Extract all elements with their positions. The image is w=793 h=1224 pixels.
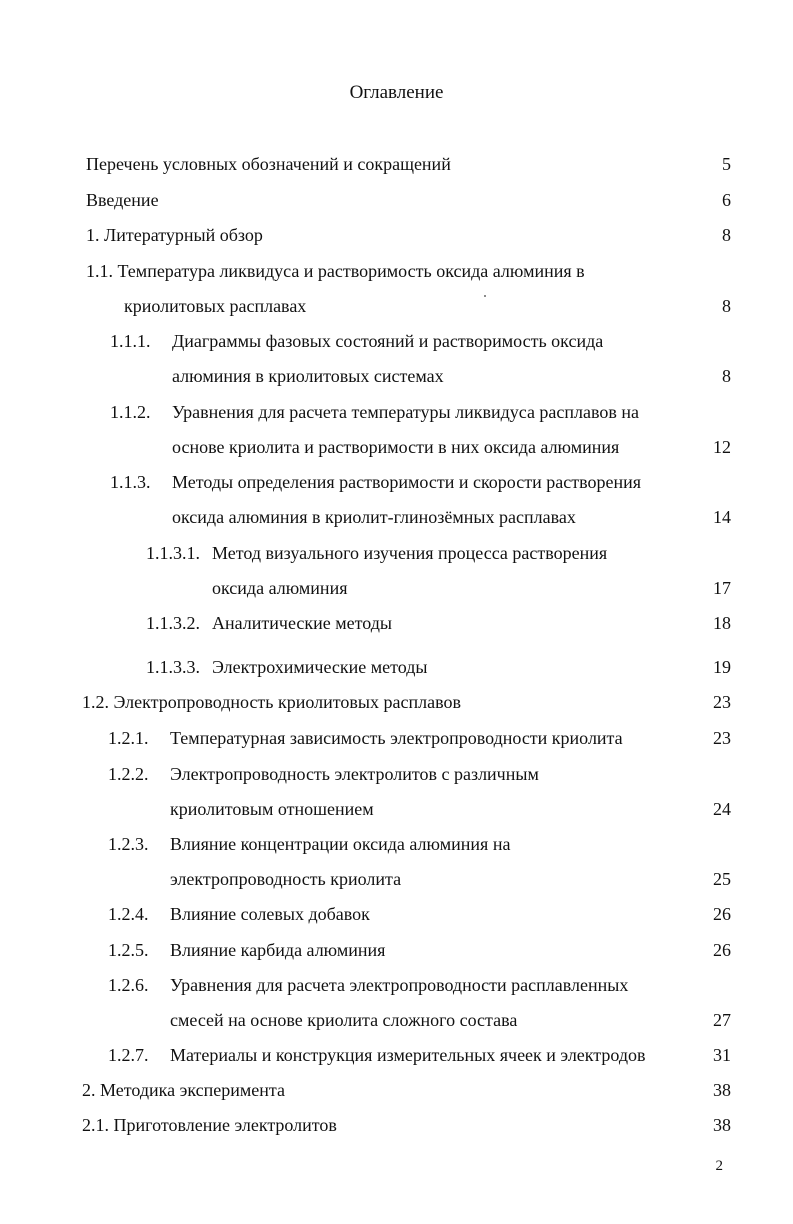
toc-entry-number: 1.2.3. [108, 834, 149, 854]
toc-entry-title: 1. Литературный обзор [86, 225, 263, 245]
toc-entry-page: 25 [713, 869, 731, 889]
toc-entry [0, 364, 793, 388]
toc-entry [0, 470, 793, 494]
toc-entry [0, 867, 793, 891]
toc-entry-title: оксида алюминия в криолит-глинозёмных расплавах [172, 507, 576, 527]
toc-entry [0, 152, 793, 176]
toc-entry-title: Электрохимические методы [212, 657, 428, 677]
toc-entry [0, 690, 793, 714]
toc-entry [0, 576, 793, 600]
toc-entry-page: 8 [722, 225, 731, 245]
toc-entry-page: 5 [722, 154, 731, 174]
toc-entry-page: 27 [713, 1010, 731, 1030]
toc-entry-title: 2. Методика эксперимента [82, 1080, 285, 1100]
page-number: 2 [715, 1158, 723, 1174]
toc-entry-title: Электропроводность электролитов с различным [170, 764, 539, 784]
toc-entry [0, 902, 793, 926]
toc-entry [0, 832, 793, 856]
toc-entry-title: криолитовым отношением [170, 799, 374, 819]
toc-title: Оглавление [349, 82, 444, 103]
toc-entry [0, 294, 793, 318]
toc-entry-title: алюминия в криолитовых системах [172, 366, 444, 386]
toc-entry [0, 435, 793, 459]
toc-entry [0, 1043, 793, 1067]
toc-entry-title: Влияние концентрации оксида алюминия на [170, 834, 511, 854]
toc-entry-number: 1.1.3.2. [146, 613, 200, 633]
toc-entry [0, 797, 793, 821]
toc-entry-title: Влияние карбида алюминия [170, 940, 386, 960]
toc-entry-page: 18 [713, 613, 731, 633]
toc-entry [0, 611, 793, 635]
toc-entry-page: 19 [713, 657, 731, 677]
toc-entry-number: 1.1.2. [110, 402, 151, 422]
toc-entry [0, 505, 793, 529]
toc-entry [0, 655, 793, 679]
toc-entry [0, 329, 793, 353]
toc-entry-title: Материалы и конструкция измерительных ячеек и электродов [170, 1045, 646, 1065]
toc-entry-title: Методы определения растворимости и скорости растворения [172, 472, 641, 492]
toc-entry-page: 31 [713, 1045, 731, 1065]
toc-entry-number: 1.1.1. [110, 331, 151, 351]
toc-entry-number: 1.2.6. [108, 975, 149, 995]
toc-entry-page: 26 [713, 904, 731, 924]
toc-entry-title: Уравнения для расчета температуры ликвидуса расплавов на [172, 402, 640, 422]
toc-entry-page: 23 [713, 692, 731, 712]
toc-entry-number: 1.2.7. [108, 1045, 149, 1065]
toc-entry [0, 973, 793, 997]
toc-entry-page: 17 [713, 578, 731, 598]
toc-entry-page: 8 [722, 296, 731, 316]
toc-entry-title: смесей на основе криолита сложного состава [170, 1010, 518, 1030]
toc-entry-title: 1.1. Температура ликвидуса и растворимость оксида алюминия в [86, 261, 585, 281]
toc-entry-title: основе криолита и растворимости в них оксида алюминия [172, 437, 620, 457]
toc-entry-title: криолитовых расплавах [124, 296, 307, 316]
toc-entry-title: Аналитические методы [212, 613, 392, 633]
toc-entry-title: 1.2. Электропроводность криолитовых расплавов [82, 692, 461, 712]
toc-entry-number: 1.2.1. [108, 728, 149, 748]
toc-entry-title: Диаграммы фазовых состояний и растворимость оксида [172, 331, 604, 351]
toc-entry-title: Введение [86, 190, 159, 210]
toc-entry [0, 1008, 793, 1032]
toc-entry [0, 188, 793, 212]
toc-entry-number: 1.1.3.3. [146, 657, 200, 677]
toc-entry-page: 8 [722, 366, 731, 386]
toc-entry [0, 400, 793, 424]
toc-entry [0, 938, 793, 962]
toc-entry-title: Уравнения для расчета электропроводности расплавленных [170, 975, 629, 995]
toc-entry-title: оксида алюминия [212, 578, 348, 598]
toc-entry-title: Перечень условных обозначений и сокращений [86, 154, 451, 174]
toc-entry-title: Влияние солевых добавок [170, 904, 370, 924]
toc-entry-number: 1.2.4. [108, 904, 149, 924]
toc-entry-number: 1.1.3. [110, 472, 151, 492]
toc-entry-number: 1.1.3.1. [146, 543, 200, 563]
toc-entry [0, 1078, 793, 1102]
toc-entry-page: 24 [713, 799, 731, 819]
toc-entry-page: 6 [722, 190, 731, 210]
toc-entry-page: 38 [713, 1115, 731, 1135]
toc-entry [0, 1113, 793, 1137]
toc-entry-page: 38 [713, 1080, 731, 1100]
toc-entry-title: Метод визуального изучения процесса растворения [212, 543, 608, 563]
toc-entry-title: Температурная зависимость электропроводности криолита [170, 728, 623, 748]
toc-entry-title: 2.1. Приготовление электролитов [82, 1115, 337, 1135]
toc-entry-number: 1.2.2. [108, 764, 149, 784]
toc-entry-page: 12 [713, 437, 731, 457]
toc-entry [0, 259, 793, 283]
toc-entry [0, 541, 793, 565]
toc-entry-page: 26 [713, 940, 731, 960]
toc-entry-page: 14 [713, 507, 731, 527]
toc-entry-title: электропроводность криолита [170, 869, 402, 889]
toc-entry-page: 23 [713, 728, 731, 748]
toc-entry-number: 1.2.5. [108, 940, 149, 960]
toc-entry [0, 726, 793, 750]
toc-entry [0, 762, 793, 786]
toc-entry [0, 223, 793, 247]
